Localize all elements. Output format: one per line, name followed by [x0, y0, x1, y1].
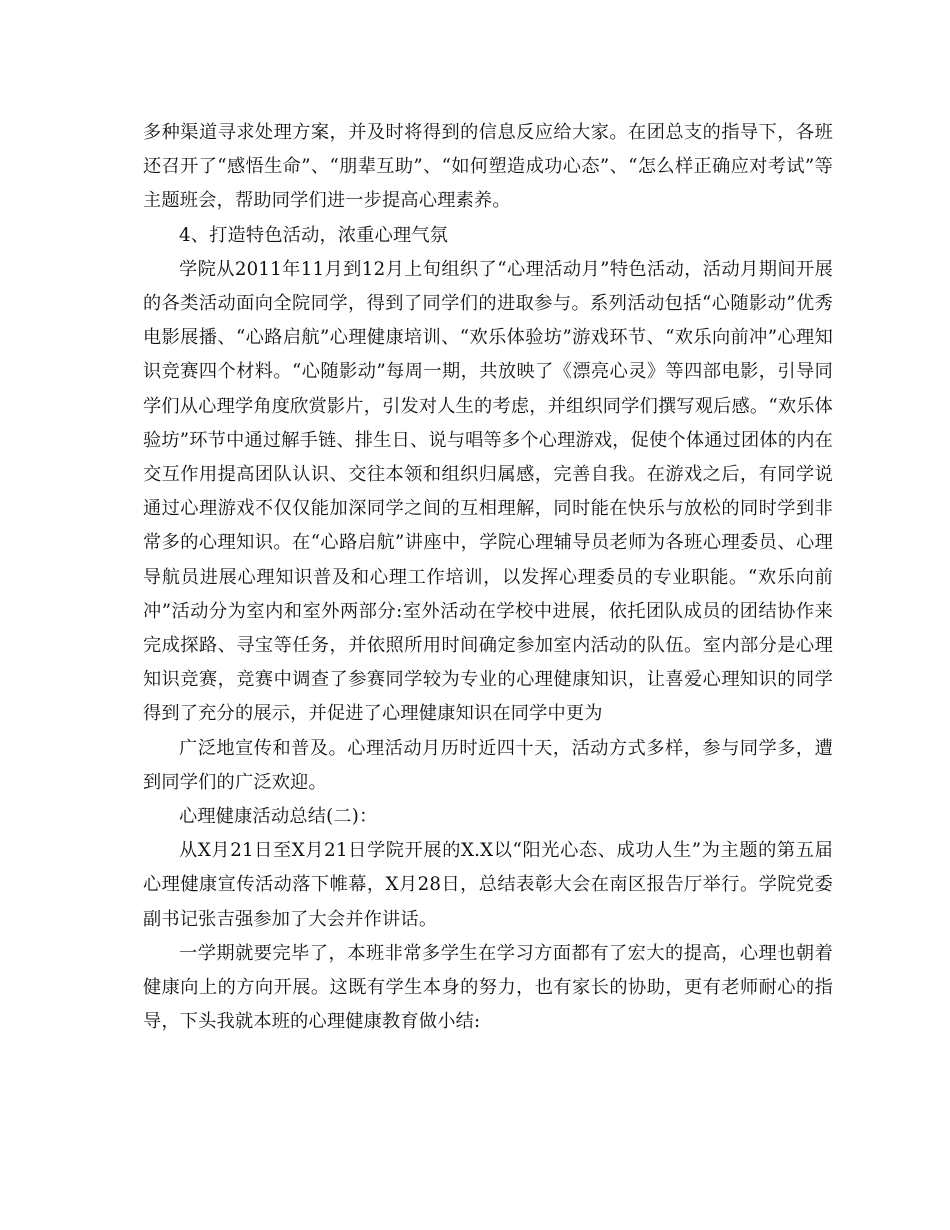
- paragraph-activity-month: 学院从2011年11月到12月上旬组织了“心理活动月”特色活动，活动月期间开展的各类活动面向全院同学，得到了同学们的进取参与。系列活动包括“心随影动”优秀电影展播、“心路启航”心理健康培训、“欢乐体验坊”游戏环节、“欢乐向前冲”心理知识竞赛四个材料。“心随影动”每周一期，共放映了《漂亮心灵》等四部电影，引导同学们从心理学角度欣赏影片，引发对人生的考虑，并组织同学们撰写观后感。“欢乐体验坊”环节中通过解手链、排生日、说与唱等多个心理游戏，促使个体通过团体的内在交互作用提高团队认识、交往本领和组织归属感，完善自我。在游戏之后，有同学说通过心理游戏不仅仅能加深同学之间的互相理解，同时能在快乐与放松的同时学到非常多的心理知识。在“心路启航”讲座中，学院心理辅导员老师为各班心理委员、心理导航员进展心理知识普及和心理工作培训，以发挥心理委员的专业职能。“欢乐向前冲”活动分为室内和室外两部分:室外活动在学校中进展，依托团队成员的团结协作来完成探路、寻宝等任务，并依照所用时间确定参加室内活动的队伍。室内部分是心理知识竞赛，竞赛中调查了参赛同学较为专业的心理健康知识，让喜爱心理知识的同学得到了充分的展示，并促进了心理健康知识在同学中更为: [143, 258, 833, 725]
- section-title-summary-2: 心理健康活动总结(二)：: [179, 806, 378, 828]
- section-heading-4: 4、打造特色活动，浓重心理气氛: [179, 224, 449, 246]
- paragraph-fifth-campaign: 从X月21日至X月21日学院开展的X.X以“阳光心态、成功人生”为主题的第五届心理健康宣传活动落下帷幕，X月28日，总结表彰大会在南区报告厅举行。学院党委副书记张吉强参加了大会并作讲话。: [143, 840, 833, 930]
- document-body: [143, 116, 833, 1039]
- paragraph-semester-summary: 一学期就要完毕了，本班非常多学生在学习方面都有了宏大的提高，心理也朝着健康向上的方向开展。这既有学生本身的努力，也有家长的协助，更有老师耐心的指导，下头我就本班的心理健康教育做小结:: [143, 942, 833, 1033]
- paragraph-activity-month-continued: 广泛地宣传和普及。心理活动月历时近四十天，活动方式多样，参与同学多，遭到同学们的广泛欢迎。: [143, 737, 833, 793]
- paragraph-1: 多种渠道寻求处理方案，并及时将得到的信息反应给大家。在团总支的指导下，各班还召开了“感悟生命”、“朋辈互助”、“如何塑造成功心态”、“怎么样正确应对考试”等主题班会，帮助同学们进一步提高心理素养。: [143, 122, 833, 212]
